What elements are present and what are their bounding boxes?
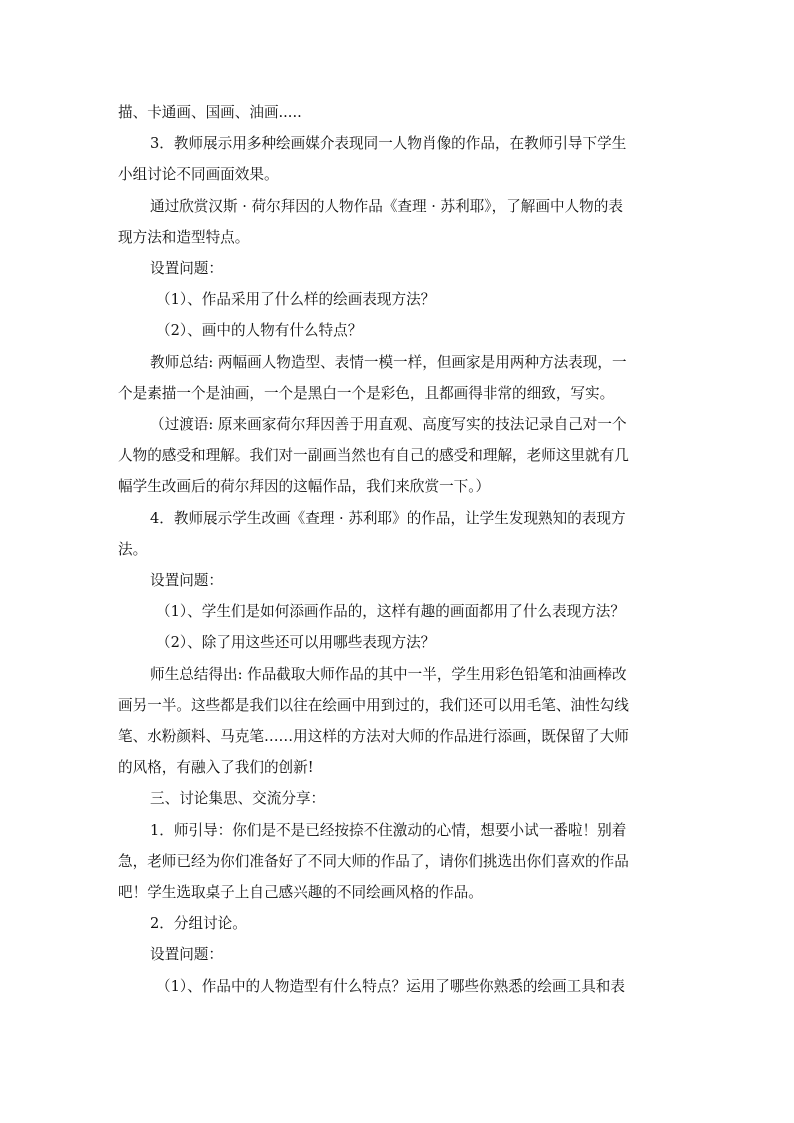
text-line-17: （1）、学生们是如何添画作品的，这样有趣的画面都用了什么表现方法？ [156,603,625,620]
text-line-24: 1．师引导：你们是不是已经按捺不住激动的心情，想要小试一番啦！别着 [150,822,627,839]
text-line-19: 师生总结得出: 作品截取大师作品的其中一半，学生用彩色铅笔和油画棒改 [150,666,627,683]
text-line-12: 人物的感受和理解。我们对一副画当然也有自己的感受和理解，老师这里就有几 [118,447,629,464]
text-line-16: 设置问题： [150,572,223,589]
text-line-11: （过渡语: 原来画家荷尔拜因善于用直观、高度写实的技法记录自己对一个 [150,416,627,433]
text-line-21: 笔、水粉颜料、马克笔……用这样的方法对大师的作品进行添画，既保留了大师 [118,728,629,745]
text-line-25: 急，老师已经为你们准备好了不同大师的作品了，请你们挑选出你们喜欢的作品 [118,853,629,870]
text-line-18: （2）、除了用这些还可以用哪些表现方法？ [156,634,436,651]
text-line-15: 法。 [118,541,148,558]
text-line-9: 教师总结: 两幅画人物造型、表情一模一样，但画家是用两种方法表现，一 [150,354,627,371]
text-line-3: 小组讨论不同画面效果。 [118,166,279,183]
text-line-14: 4．教师展示学生改画《查理 · 苏利耶》的作品，让学生发现熟知的表现方 [150,510,626,527]
text-line-26: 吧！学生选取桌子上自己感兴趣的不同绘画风格的作品。 [118,884,483,901]
text-line-4: 通过欣赏汉斯 · 荷尔拜因的人物作品《查理 · 苏利耶》，了解画中人物的表 [150,198,623,215]
text-line-5: 现方法和造型特点。 [118,229,250,246]
text-line-6: 设置问题： [150,260,223,277]
text-line-13: 幅学生改画后的荷尔拜因的这幅作品，我们来欣赏一下。） [118,478,491,495]
text-line-10: 个是素描一个是油画，一个是黑白一个是彩色，且都画得非常的细致，写实。 [118,385,615,402]
text-line-23: 三、讨论集思、交流分享： [150,790,326,807]
text-line-20: 画另一半。这些都是我们以往在绘画中用到过的，我们还可以用毛笔、油性勾线 [118,697,629,714]
text-line-8: （2）、画中的人物有什么特点？ [156,322,363,339]
text-line-2: 3．教师展示用多种绘画媒介表现同一人物肖像的作品，在教师引导下学生 [150,135,627,152]
text-line-29: （1）、作品中的人物造型有什么特点？运用了哪些你熟悉的绘画工具和表 [156,978,625,995]
text-line-22: 的风格，有融入了我们的创新! [118,759,314,776]
text-line-28: 设置问题： [150,946,223,963]
text-line-27: 2．分组讨论。 [150,915,247,932]
text-line-1: 描、卡通画、国画、油画..... [118,104,302,121]
text-line-7: （1）、作品采用了什么样的绘画表现方法？ [156,291,436,308]
